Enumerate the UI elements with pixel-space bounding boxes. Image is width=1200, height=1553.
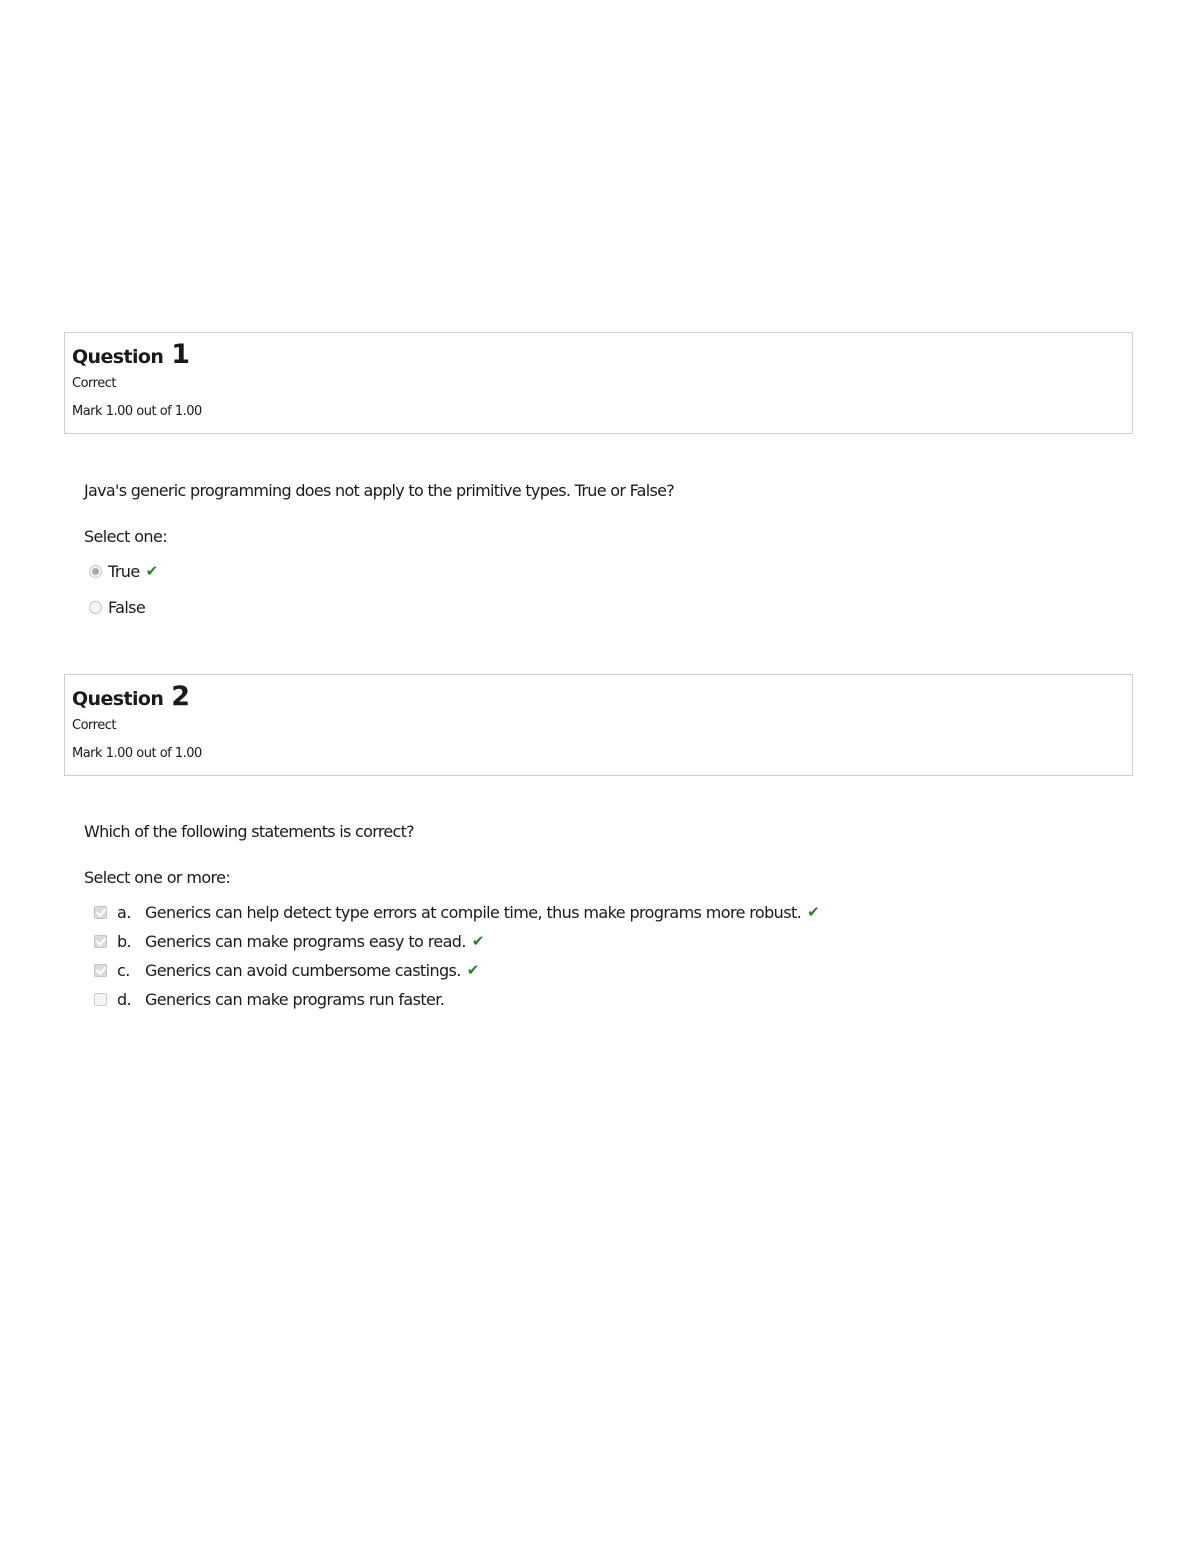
question-1-state: Correct — [72, 376, 116, 391]
question-2-number: 2 — [171, 681, 191, 712]
option-true[interactable] — [84, 560, 1124, 582]
question-1-content — [84, 480, 1124, 632]
question-2-title — [72, 683, 1125, 713]
option-d-label: Generics can make programs run faster. — [145, 989, 445, 1009]
option-c-letter: c. — [117, 960, 130, 980]
option-d[interactable] — [84, 988, 1124, 1010]
checkbox-d[interactable] — [94, 993, 107, 1006]
question-1-grade: Mark 1.00 out of 1.00 — [72, 404, 202, 419]
question-2-state: Correct — [72, 718, 116, 733]
question-1-title-word: Question — [72, 346, 164, 368]
checkbox-b[interactable] — [94, 935, 107, 948]
option-a-letter: a. — [117, 902, 131, 922]
option-b-letter: b. — [117, 931, 132, 951]
question-2-title-word: Question — [72, 688, 164, 710]
question-1-info — [64, 332, 1133, 434]
option-a[interactable] — [84, 901, 1124, 923]
option-b[interactable] — [84, 930, 1124, 952]
option-c-label: Generics can avoid cumbersome castings. — [145, 960, 461, 980]
option-b-label: Generics can make programs easy to read. — [145, 931, 466, 951]
option-c[interactable] — [84, 959, 1124, 981]
question-2-info — [64, 674, 1133, 776]
question-2-prompt: Select one or more: — [84, 868, 231, 887]
question-1-text: Java's generic programming does not apply to the primitive types. True or False? — [84, 481, 675, 500]
check-icon: ✔ — [145, 562, 158, 580]
option-true-label: True — [108, 561, 140, 581]
option-a-label: Generics can help detect type errors at compile time, thus make programs more robust. — [145, 902, 802, 922]
question-1-number: 1 — [171, 339, 191, 370]
option-d-letter: d. — [117, 989, 132, 1009]
check-icon: ✔ — [471, 932, 484, 950]
check-icon: ✔ — [466, 961, 479, 979]
option-false-label: False — [108, 597, 146, 617]
question-1-title — [72, 341, 1125, 371]
checkbox-c[interactable] — [94, 964, 107, 977]
checkbox-a[interactable] — [94, 906, 107, 919]
question-2-answer — [84, 901, 1124, 1010]
check-icon: ✔ — [807, 903, 820, 921]
option-false[interactable] — [84, 596, 1124, 618]
question-1-prompt: Select one: — [84, 527, 168, 546]
radio-true[interactable] — [89, 565, 102, 578]
question-2-text: Which of the following statements is correct? — [84, 822, 414, 841]
question-1-answer — [84, 560, 1124, 618]
question-2-grade: Mark 1.00 out of 1.00 — [72, 746, 202, 761]
radio-false[interactable] — [89, 601, 102, 614]
question-2-content — [84, 821, 1124, 1017]
